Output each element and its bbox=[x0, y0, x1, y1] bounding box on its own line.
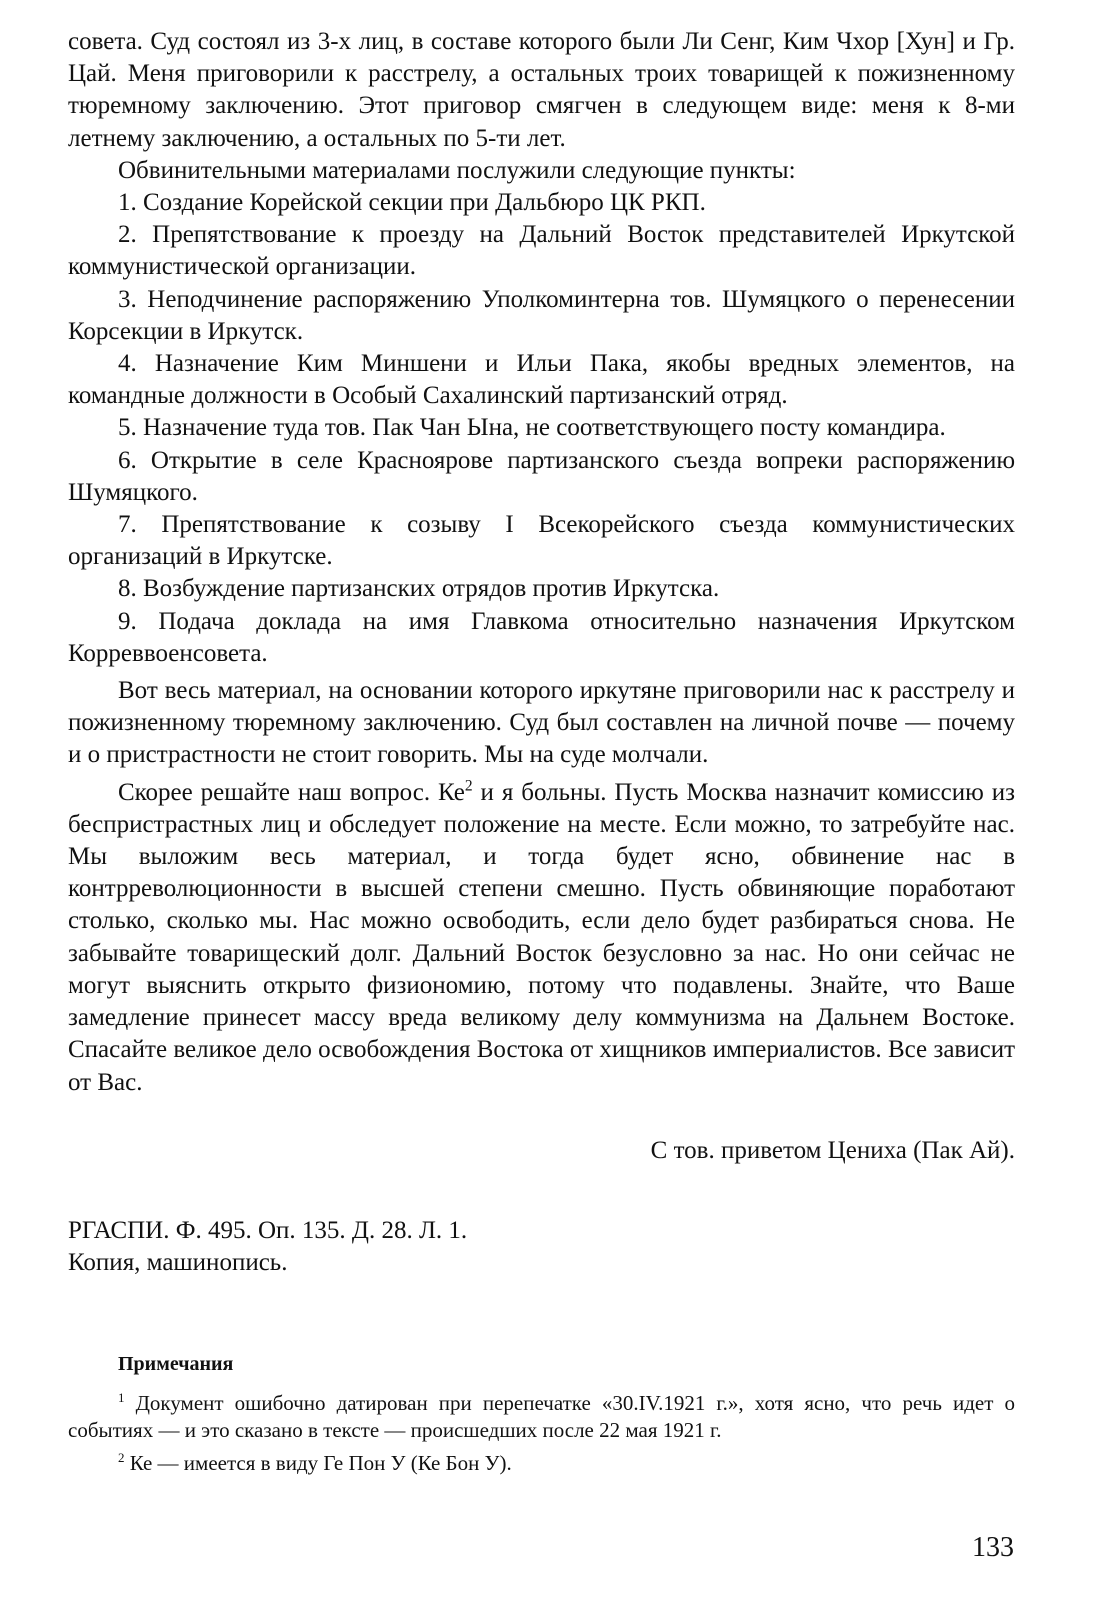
charge-item-5: 5. Назначение туда тов. Пак Чан Ына, не соответствующего посту командира. bbox=[118, 414, 946, 442]
charge-item-3: 3. Неподчинение распоряжению Уполкоминтерна тов. Шумяцкого о перенесении Корсекции в Иркутск. bbox=[68, 285, 1015, 345]
charge-item-9: 9. Подача доклада на имя Главкома относительно назначения Иркутском Корреввоенсовета. bbox=[68, 607, 1015, 667]
footnote-1 bbox=[68, 1390, 1015, 1444]
letter-body bbox=[68, 26, 1015, 1099]
charge-item-6: 6. Открытие в селе Красноярове партизанского съезда вопреки распоряжению Шумяцкого. bbox=[68, 446, 1015, 506]
charge-item-7: 7. Препятствование к созыву I Всекорейского съезда коммунистических организаций в Иркутске. bbox=[68, 511, 1015, 571]
footnote-text-1: Документ ошибочно датирован при перепечатке «30.IV.1921 г.», хотя ясно, что речь идет о событиях — и это сказано в тексте — происшедших после 22 мая 1921 г. bbox=[68, 1390, 1015, 1442]
footnote-ref-2: 2 bbox=[464, 777, 473, 795]
footnote-number-1: 1 bbox=[118, 1389, 125, 1405]
notes-heading: Примечания bbox=[118, 1352, 234, 1375]
charge-item-8: 8. Возбуждение партизанских отрядов против Иркутска. bbox=[118, 575, 720, 603]
appeal-text-start: Скорее решайте наш вопрос. Ке bbox=[118, 778, 465, 806]
paragraph-court: совета. Суд состоял из 3-х лиц, в составе которого были Ли Сенг, Ким Чхор [Хун] и Гр. Цай. Меня приговорили к расстрелу, а остальных троих товарищей к пожизненному тюремному заключению. Этот приговор смягчен в следующем виде: меня к 8-ми летнему заключению, а остальных по 5-ти лет. bbox=[68, 28, 1015, 152]
footnote-text-2: Ке — имеется в виду Ге Пон У (Ке Бон У). bbox=[124, 1450, 512, 1475]
appeal-text-rest: и я больны. Пусть Москва назначит комиссию из беспристрастных лиц и обследует положение на месте. Если можно, то затребуйте нас. Мы выложим весь материал, и тогда будет ясно, обвинение нас в контрреволюционности в высшей степени смешно. Пусть обвиняющие поработают столько, сколько мы. Нас можно освободить, если дело будет разбираться снова. Не забывайте товарищеский долг. Дальний Восток безусловно за нас. Но они сейчас не могут выяснить открыто физиономию, потому что подавлены. Знайте, что Ваше замедление принесет массу вреда великому делу коммунизма на Дальнем Востоке. Спасайте великое дело освобождения Востока от хищников империалистов. Все зависит от Вас. bbox=[68, 778, 1015, 1096]
archive-citation: РГАСПИ. Ф. 495. Оп. 135. Д. 28. Л. 1. bbox=[68, 1216, 468, 1244]
charge-item-1: 1. Создание Корейской секции при Дальбюро ЦК РКП. bbox=[118, 189, 706, 217]
paragraph-charges-intro: Обвинительными материалами послужили следующие пункты: bbox=[118, 156, 796, 184]
archive-copy-note: Копия, машинопись. bbox=[68, 1248, 288, 1276]
archive-reference bbox=[68, 1215, 1015, 1279]
notes-section bbox=[68, 1351, 1015, 1477]
page-number: 133 bbox=[972, 1532, 1014, 1563]
paragraph-appeal bbox=[68, 777, 1015, 1099]
footnote-2 bbox=[68, 1450, 1015, 1477]
signature: С тов. приветом Цениха (Пак Ай). bbox=[650, 1136, 1015, 1164]
footnote-number-2: 2 bbox=[118, 1449, 125, 1465]
document-page bbox=[68, 26, 1015, 1483]
paragraph-material-summary: Вот весь материал, на основании которого иркутяне приговорили нас к расстрелу и пожизненному тюремному заключению. Суд был составлен на личной почве — почему и о пристрастности не стоит говорить. Мы на суде молчали. bbox=[68, 677, 1015, 769]
charge-item-2: 2. Препятствование к проезду на Дальний Восток представителей Иркутской коммунистической организации. bbox=[68, 221, 1015, 281]
charge-item-4: 4. Назначение Ким Миншени и Ильи Пака, якобы вредных элементов, на командные должности в Особый Сахалинский партизанский отряд. bbox=[68, 350, 1015, 410]
